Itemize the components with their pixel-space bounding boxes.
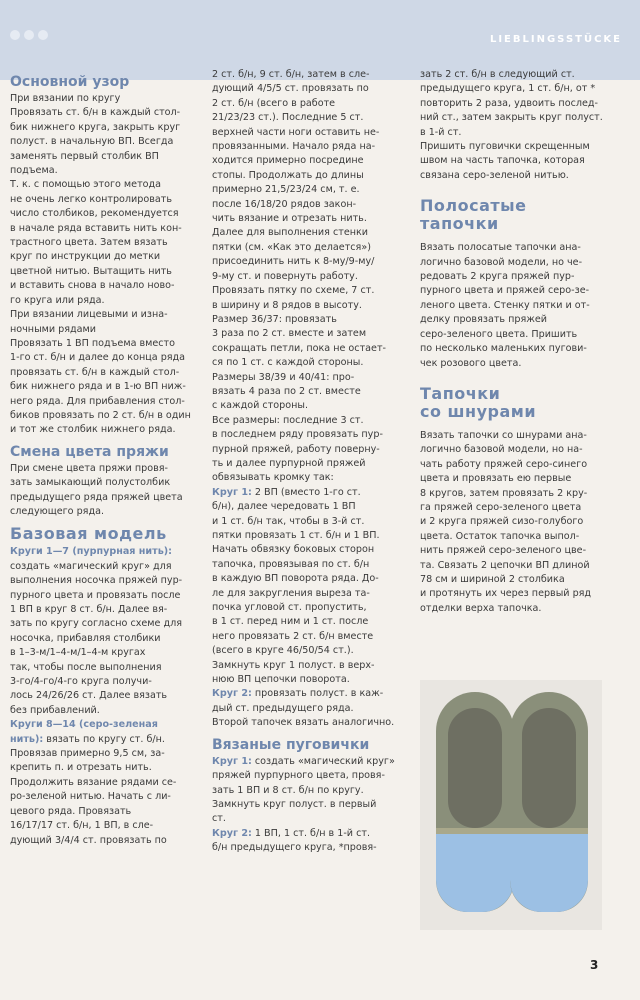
paragraph: При вязании по кругу Провязать ст. б/н в каждый стол- бик нижнего круга, закрыть круг полуст. в начальную ВП. Всегда заменять первый столбик ВП подъема.	[10, 93, 181, 177]
heading-base-model: Базовая модель	[10, 524, 167, 544]
heading-color-change: Смена цвета пряжи	[10, 443, 169, 460]
round-label: Круг 2:	[212, 688, 252, 700]
paragraph: Вязать полосатые тапочки ана- логично базовой модели, но че- редовать 2 круга пряжей пур- пурного цвета и пряжей серо-зе- леного цвета. Стенку пятки и от- делку провязать пряжей серо-зеленого цвета. Пришить по несколько маленьких пугови- чек розового цвета.	[420, 242, 590, 369]
slippers-photo	[420, 680, 602, 930]
page-number: 3	[590, 958, 599, 972]
paragraph: 2 ст. б/н, 9 ст. б/н, затем в сле- дующий 4/5/5 ст. провязать по 2 ст. б/н (всего в работе 21/23/23 ст.). Последние 5 ст. верхней части ноги оставить не- провязанными. Начало ряда на- ходится примерно посредине стопы. Продолжать до длины примерно 21,5/23/24 см, т. е. после 16/18/20 рядов закон- чить вязание и отрезать нить. Далее для выполнения стенки пятки (см. «Как это делается») присоединить нить к 8-му/9-му/ 9-му ст. и повернуть работу. Провязать пятку по схеме, 7 ст. в ширину и 8 рядов в высоту. Размер 36/37: провязать 3 раза по 2 ст. вместе и затем сокращать петли, пока не остает- ся по 1 ст. с каждой стороны. Размеры 38/39 и 40/41: про- вязать 4 раза по 2 ст. вместе с каждой стороны. Все размеры: последние 3 ст. в последнем ряду провязать пур- пурной пряжей, работу поверну- ть и далее пурпурной пряжей обвязывать кромку так:	[212, 69, 386, 484]
round-label: Круги 8—14 (серо-зеленая нить):	[10, 719, 158, 745]
paragraph: создать «магический круг» пряжей пурпурного цвета, провя- зать 1 ВП и 8 ст. б/н по кругу. Замкнуть круг полуст. в первый ст.	[212, 755, 395, 825]
paragraph: зать 2 ст. б/н в следующий ст. предыдущего круга, 1 ст. б/н, от * повторить 2 раза, удвоить послед- ний ст., затем закрыть круг полуст. в 1-й ст. Пришить пуговички скрещенным швом на часть тапочка, которая связана серо-зеленой нитью.	[420, 69, 603, 181]
paragraph: вязать по кругу ст. б/н. Провязав примерно 9,5 см, за- крепить п. и отрезать нить. Продолжить вязание рядами се- ро-зеленой нитью. Начать с ли- цевого ряда. Провязать 16/17/17 ст. б/н, 1 ВП, в сле- дующий 3/4/4 ст. провязать по	[10, 733, 177, 846]
paragraph: Вязать тапочки со шнурами ана- логично базовой модели, но на- чать работу пряжей серо-синего цвета и провязать ею первые 8 кругов, затем провязать 2 кру- га пряжей серо-зеленого цвета и 2 круга пряжей сизо-голубого цвета. Остаток тапочка выпол- нить пряжей серо-зеленого цве- та. Связать 2 цепочки ВП длиной 78 см и шириной 2 столбика и протянуть их через первый ряд отделки верха тапочка.	[420, 429, 592, 614]
paragraph: создать «магический круг» для выполнения носочка пряжей пур- пурного цвета и провязать после 1 ВП в круг 8 ст. б/н. Далее вя- зать по кругу согласно схеме для носочка, прибавляя столбики в 1–3-м/1–4-м/1–4-м кругах так, чтобы после выполнения 3-го/4-го/4-го круга получи- лось 24/26/26 ст. Далее вязать без прибавлений.	[10, 560, 183, 716]
paragraph: При вязании лицевыми и изна- ночными рядами Провязать 1 ВП подъема вместо 1-го ст. б/н и далее до конца ряда провязать ст. б/н в каждый стол- бик нижнего ряда и в 1-ю ВП ниж- него ряда. Для прибавления стол- биков провязать по 2 ст. б/н в один и тот же столбик нижнего ряда.	[10, 309, 191, 436]
paragraph: 2 ВП (вместо 1-го ст. б/н), далее чередовать 1 ВП и 1 ст. б/н так, чтобы в 3-й ст. пятки провязать 1 ст. б/н и 1 ВП. Начать обвязку боковых сторон тапочка, провязывая по ст. б/н в каждую ВП поворота ряда. До- ле для закругления выреза та- почка угловой ст. пропустить, в 1 ст. перед ним и 1 ст. после него провязать 2 ст. б/н вместе (всего в круге 46/50/54 ст.). Замкнуть круг 1 полуст. в верх- нюю ВП цепочки поворота.	[212, 486, 380, 686]
column-3	[420, 68, 616, 616]
heading-main-pattern: Основной узор	[10, 74, 130, 90]
paragraph: Т. к. с помощью этого метода не очень легко контролировать число столбиков, рекомендуется в начале ряда вставить нить кон- трастного цвета. Затем вязать круг по инструкции до метки цветной нитью. Вытащить нить и вставить снова в начало ново- го круга или ряда.	[10, 179, 182, 306]
column-1	[10, 68, 198, 848]
slipper-left	[436, 692, 514, 912]
heading-knitted-buttons: Вязаные пуговички	[212, 736, 370, 753]
decorative-dots	[10, 30, 48, 40]
slipper-right	[510, 692, 588, 912]
section-title: LIEBLINGSSTÜCKE	[489, 34, 622, 45]
heading-striped-slippers: Полосатые тапочки	[420, 196, 527, 234]
round-label: Круг 2:	[212, 827, 252, 839]
round-label: Круг 1:	[212, 486, 252, 498]
paragraph: провязать полуст. в каж- дый ст. предыдущего ряда. Второй тапочек вязать аналогично.	[212, 688, 395, 729]
paragraph: 1 ВП, 1 ст. б/н в 1-й ст. б/н предыдущего круга, *провя-	[212, 827, 377, 854]
column-2	[212, 68, 400, 856]
heading-lace-slippers: Тапочки со шнурами	[420, 383, 537, 421]
round-label: Круги 1—7 (пурпурная нить):	[10, 546, 173, 558]
round-label: Круг 1:	[212, 755, 252, 767]
paragraph: При смене цвета пряжи провя- зать замыкающий полустолбик предыдущего ряда пряжей цвета следующего ряда.	[10, 462, 183, 517]
